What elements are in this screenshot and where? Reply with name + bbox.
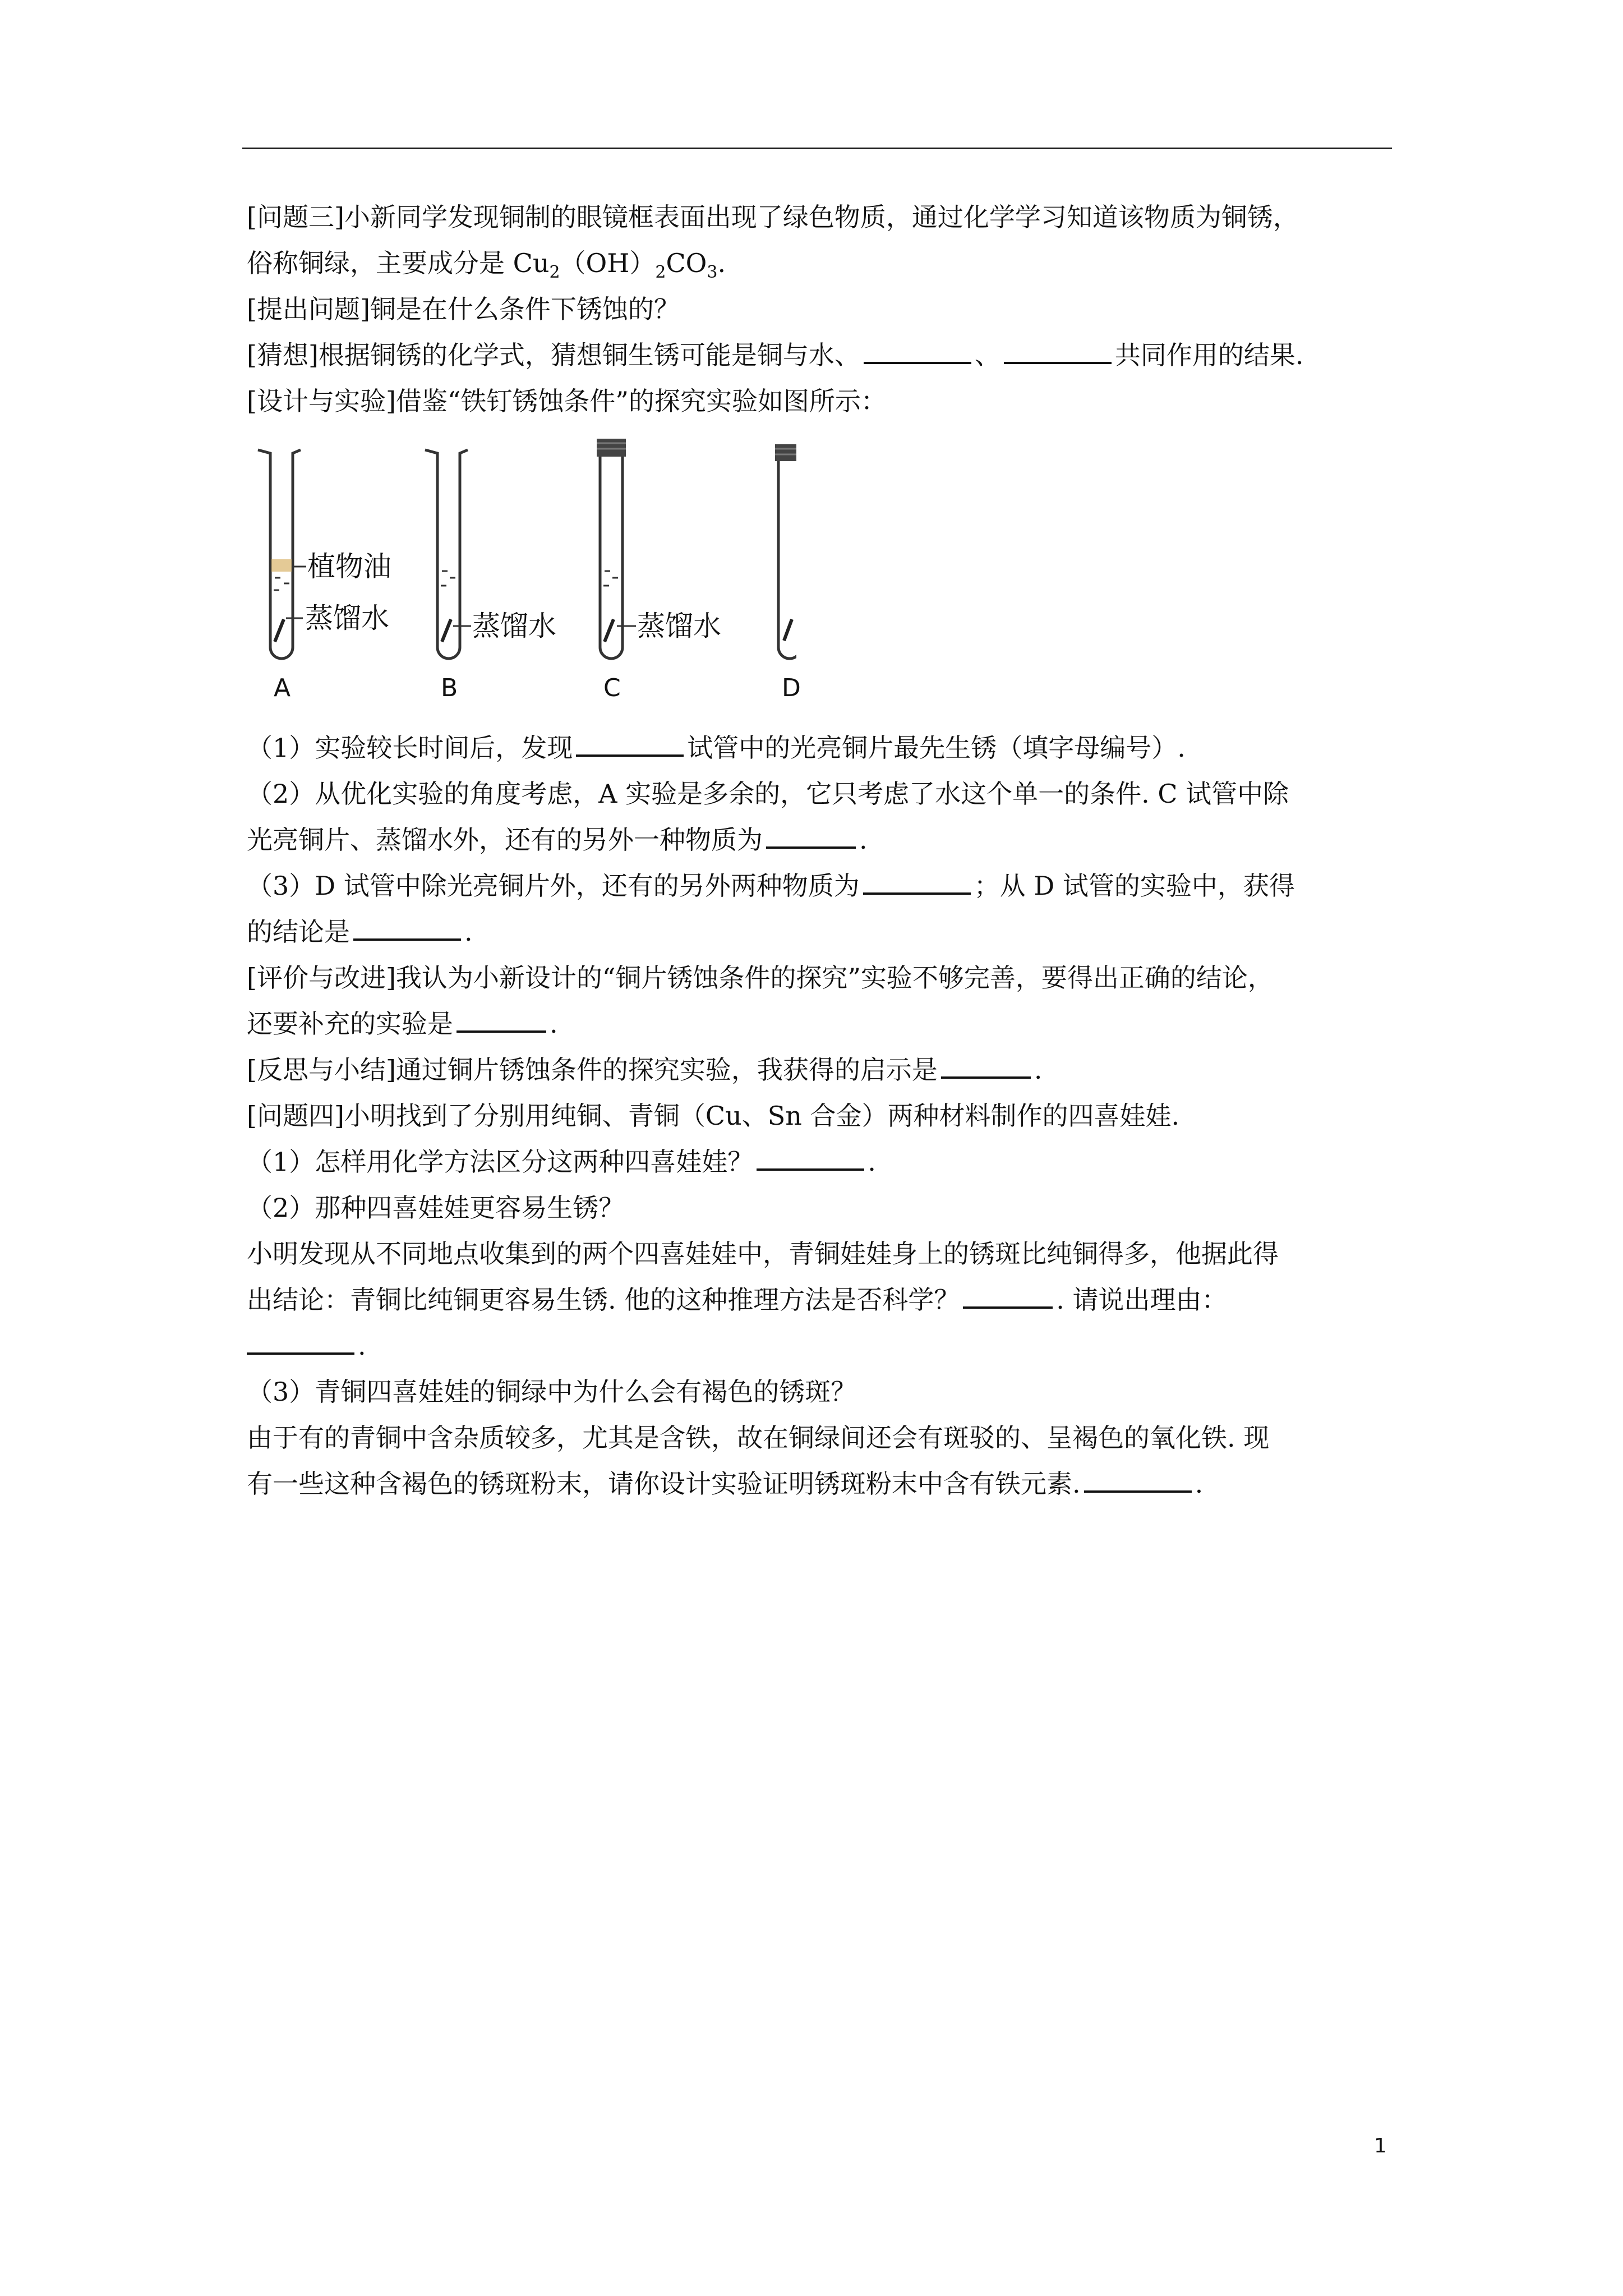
q4-part2-text3 (247, 1323, 1396, 1369)
answer-blank[interactable] (766, 821, 856, 849)
q3-part3-text2: 的结论是 (247, 917, 350, 947)
test-tube-d (775, 444, 796, 659)
tube-label-c: C (603, 674, 621, 702)
answer-blank[interactable] (941, 1051, 1031, 1079)
q4-part2-text3-end: . (358, 1331, 366, 1361)
tube-label-a: A (274, 674, 291, 702)
reflect-text-end: . (1034, 1055, 1043, 1085)
q3-part2-line1: （2）从优化实验的角度考虑，A 实验是多余的，它只考虑了水这个单一的条件. C 试管中除 (247, 779, 1289, 809)
tube-label-b: B (441, 674, 458, 702)
eval-line2 (247, 1001, 1396, 1047)
q3-part2-line2 (247, 817, 1396, 863)
formula-sub: 2 (655, 263, 666, 283)
q3-part1 (247, 725, 1396, 771)
test-tube-a (258, 450, 306, 659)
ask-question: [提出问题]铜是在什么条件下锈蚀的？ (247, 294, 680, 324)
guess-text: [猜想]根据铜锈的化学式，猜想铜生锈可能是铜与水、 (247, 340, 860, 370)
q3-part3-text: （3）D 试管中除光亮铜片外，还有的另外两种物质为 (247, 871, 860, 901)
q4-part2-text: 出结论：青铜比纯铜更容易生锈. 他的这种推理方法是否科学？ (247, 1285, 960, 1315)
answer-blank[interactable] (757, 1143, 864, 1171)
guess-text-end: 共同作用的结果. (1114, 340, 1304, 370)
q4-part2-text1: 小明发现从不同地点收集到的两个四喜娃娃中，青铜娃娃身上的锈斑比纯铜得多，他据此得 (247, 1239, 1279, 1269)
formula-sub: 2 (549, 263, 560, 283)
q3-part1-text-end: 试管中的光亮铜片最先生锈（填字母编号）. (687, 733, 1186, 763)
q3-title-text: 俗称铜绿，主要成分是 Cu (247, 248, 550, 278)
q3-part1-text: （1）实验较长时间后，发现 (247, 733, 573, 763)
answer-blank[interactable] (1004, 336, 1112, 364)
eval-text-end: . (550, 1009, 558, 1039)
q4-part1 (247, 1139, 1396, 1185)
q4-part2: （2）那种四喜娃娃更容易生锈？ (247, 1193, 625, 1223)
answer-blank[interactable] (576, 729, 684, 757)
eval-line1: [评价与改进]我认为小新设计的“铜片锈蚀条件的探究”实验不够完善，要得出正确的结论， (247, 963, 1274, 993)
q3-part2-text: 光亮铜片、蒸馏水外，还有的另外一种物质为 (247, 825, 763, 855)
answer-blank[interactable] (457, 1005, 546, 1033)
document-body (247, 194, 1396, 1507)
q3-title-line2 (247, 240, 1396, 286)
q3-part3-text-end: . (464, 917, 473, 947)
answer-blank[interactable] (864, 336, 971, 364)
q4-part3-text1: 由于有的青铜中含杂质较多，尤其是含铁，故在铜绿间还会有斑驳的、呈褐色的氧化铁. 现 (247, 1423, 1270, 1453)
formula-end: . (717, 248, 726, 278)
callout-water-c: 蒸馏水 (637, 610, 721, 642)
reflect-text: [反思与小结]通过铜片锈蚀条件的探究实验，我获得的启示是 (247, 1055, 938, 1085)
answer-blank[interactable] (863, 867, 971, 895)
guess-line (247, 332, 1396, 378)
eval-text: 还要补充的实验是 (247, 1009, 453, 1039)
test-tube-b (425, 450, 471, 659)
callout-water-a: 蒸馏水 (305, 602, 389, 634)
callout-oil: 植物油 (307, 550, 391, 583)
q3-part2-text-end: . (859, 825, 868, 855)
design-line: [设计与实验]借鉴“铁钉锈蚀条件”的探究实验如图所示： (247, 386, 887, 416)
callout-water-b: 蒸馏水 (472, 610, 556, 642)
q4-part2-text-end: . 请说出理由： (1056, 1285, 1228, 1315)
q3-part3-line2 (247, 909, 1396, 955)
q3-part3-text-mid: ；从 D 试管的实验中，获得 (974, 871, 1295, 901)
q4-part3-text2 (247, 1461, 1396, 1507)
test-tube-c (597, 439, 636, 659)
q4-part3-text: 有一些这种含褐色的锈斑粉末，请你设计实验证明锈斑粉末中含有铁元素. (247, 1469, 1081, 1499)
test-tube-figure (247, 439, 801, 719)
formula-part: CO (666, 248, 707, 278)
q3-title-line1: [问题三]小新同学发现铜制的眼镜框表面出现了绿色物质，通过化学学习知道该物质为铜锈， (247, 202, 1299, 232)
answer-blank[interactable] (1084, 1465, 1192, 1493)
q4-part1-text-end: . (868, 1147, 876, 1177)
q4-part2-text2 (247, 1277, 1396, 1323)
header-rule (242, 148, 1392, 149)
guess-separator: 、 (974, 340, 1000, 370)
reflect-line (247, 1047, 1396, 1093)
answer-blank[interactable] (963, 1281, 1053, 1309)
q4-part3: （3）青铜四喜娃娃的铜绿中为什么会有褐色的锈斑？ (247, 1377, 857, 1407)
q4-part3-text-end: . (1195, 1469, 1204, 1499)
q3-part3-line1 (247, 863, 1396, 909)
q4-part1-text: （1）怎样用化学方法区分这两种四喜娃娃？ (247, 1147, 754, 1177)
answer-blank[interactable] (247, 1327, 354, 1355)
page-number: 1 (1374, 2134, 1387, 2157)
formula-part: （OH） (560, 248, 656, 278)
tube-label-d: D (782, 674, 801, 702)
q4-title: [问题四]小明找到了分别用纯铜、青铜（Cu、Sn 合金）两种材料制作的四喜娃娃. (247, 1101, 1180, 1131)
answer-blank[interactable] (353, 913, 461, 941)
formula-sub: 3 (707, 263, 718, 283)
